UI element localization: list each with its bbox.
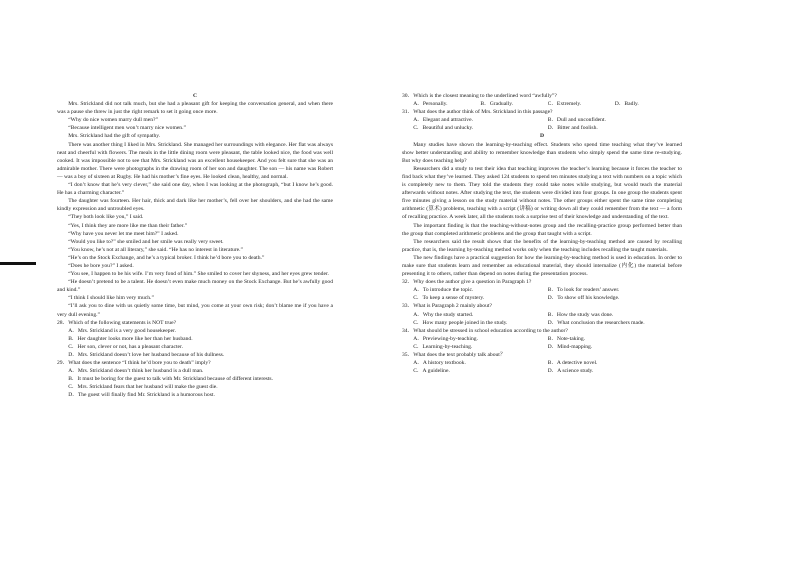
passage-paragraph: “They both look like you,” I said. [68, 214, 144, 221]
question-item [402, 327, 682, 351]
answer-option: D．What conclusion the researchers made. [547, 319, 645, 326]
question-item [402, 278, 682, 302]
answer-options [402, 100, 682, 108]
passage-paragraph: Mrs. Strickland did not talk much, but she had a pleasant gift for keeping the conversation general, and when there was a pause she threw in just the right remark to set it going once more. [57, 101, 333, 116]
answer-option: C．Learning-by-teaching. [413, 343, 473, 350]
answer-option: D．The guest will finally find Mr. Strickland is a humorous host. [68, 392, 215, 399]
answer-option: D．Mind-mapping. [547, 343, 593, 350]
passage-paragraph: The new findings have a practical suggestion for how the learning-by-teaching method is used in education. In order to make sure that students learn and remember an educational material, they should internalize (内化) the material before presenting it to others, rather than depend on notes during the presentation process. [402, 254, 682, 278]
left-column [57, 92, 333, 400]
section-d-title: D [539, 133, 545, 140]
question-stem: 28．Which of the following statements is NOT true? [57, 319, 177, 326]
answer-option: A．Mrs. Strickland doesn’t think her husband is a dull man. [68, 368, 204, 375]
answer-options [402, 359, 682, 375]
passage-paragraph: “Yes, I think they are more like me than their father.” [68, 222, 188, 229]
passage-paragraph: “Why have you never let me meet him?” I asked. [68, 230, 179, 237]
passage-paragraph: “I don’t know that he’s very clever,” she said one day, when I was looking at the photograph, “but I know he’s good. He has a charming character.” [57, 182, 333, 197]
passage-paragraph: The important finding is that the teaching-without-notes group and the recalling-practice group performed better than the group that completed arithmetic problems and the group that taught with a script. [402, 222, 682, 237]
question-stem: 31．What does the author think of Mrs. Strickland in this passage? [402, 109, 553, 116]
answer-option: B．It must be boring for the guest to talk with Mr. Strickland because of different interests. [68, 376, 273, 383]
passage-paragraph: “You see, I happen to be his wife. I’m very fond of him.” She smiled to cover her shyness, and her eyes grew tender. [68, 271, 329, 278]
section-c-title: C [192, 93, 198, 99]
question-item [57, 319, 333, 359]
passage-paragraph: “He’s on the Stock Exchange, and he’s a typical broker. I think he’d bore you to death.” [68, 254, 265, 261]
answer-option: B．Dull and unconfident. [547, 117, 606, 124]
question-stem: 35．What does the text probably talk about？ [402, 352, 506, 358]
answer-option: D．Bitter and foolish. [547, 125, 598, 132]
question-item [402, 351, 682, 375]
answer-option: C．Extremely. [547, 101, 582, 108]
answer-option: B．Her daughter looks more like her than her husband. [68, 335, 193, 342]
answer-option: A．To introduce the topic. [413, 287, 474, 294]
question-stem: 29．What does the sentence “I think he’d bore you to death” imply? [57, 360, 211, 367]
answer-option: D．To show off his knowledge. [547, 295, 620, 302]
passage-paragraph: “Would you like to?” she smiled and her smile was really very sweet. [68, 238, 224, 245]
answer-option: C．A guideline. [413, 368, 450, 375]
passage-paragraph: Many studies have shown the learning-by-teaching effect. Students who spend time teaching what they’ve learned show better understanding and ability to remember knowledge than students who simply spend the same time re-studying. But why does teaching help? [402, 141, 682, 164]
page-margin-bar [0, 262, 36, 265]
passage-paragraph: “Why do nice women marry dull men?” [68, 117, 158, 124]
section-c-questions-continued [402, 92, 682, 132]
answer-option: C．Her son, clever or not, has a pleasant character. [68, 343, 183, 350]
answer-option: C．Beautiful and unlucky. [413, 125, 474, 132]
answer-options [57, 367, 333, 399]
passage-paragraph: There was another thing I liked in Mrs. Strickland. She managed her surroundings with elegance. Her flat was always neat and cheerful with flowers. The meals in the little dining room were pleasant, the table looked nice, the food was well cooked. It was impossible not to see that Mrs. Strickland was an excellent housekeeper. And you felt sure that she was an admirable mother. There were photographs in the drawing room of her son and daughter. The son — his name was Robert — was a boy of sixteen at Rugby. He had his mother’s fine eyes. He looked clean, healthy, and normal. [57, 141, 333, 180]
right-column [402, 92, 682, 375]
answer-option: A．Previewing-by-teaching. [413, 335, 478, 342]
answer-option: A．Mrs. Strickland is a very good housekeeper. [68, 327, 177, 334]
question-stem: 30．Which is the closest meaning to the underlined word “awfully”? [402, 93, 557, 99]
passage-paragraph: Researchers did a study to test their idea that teaching improves the teacher’s learning because it forces the teacher to find back what they’ve learned. They asked 124 students to spend ten minutes studying a text with numbers on a topic which is completely new to them. They told the students they could take notes while studying, but would teach the material afterwards without notes. After studying the text, the students were divided into four groups. In one group the students spent five minutes giving a lesson on the study material without notes. The other groups either spent the same time completing arithmetic (算术) problems, teaching with a script (讲稿) or writing down all they could remember from the text — a form of recalling practice. A week later, all the students took a surprise test of their knowledge and understanding of the text. [402, 165, 682, 221]
answer-option: D．Mrs. Strickland doesn’t love her husband because of his dullness. [68, 352, 225, 358]
passage-paragraph: The daughter was fourteen. Her hair, thick and dark like her mother’s, fell over her shoulders, and she had the same kindly expression and untroubled eyes. [57, 198, 333, 213]
answer-option: C．How many people joined in the study. [413, 319, 508, 326]
answer-option: D．A science study. [547, 368, 594, 375]
question-stem: 34．What should be stressed in school education according to the author? [402, 327, 568, 334]
answer-option: C．Mrs. Strickland fears that her husband will make the guest die. [68, 384, 218, 391]
section-d-questions [402, 278, 682, 375]
passage-paragraph: The researchers said the result shows that the benefits of the learning-by-teaching method are caused by recalling practice, that is, the learning by-teaching method works only when the teaching includes recalling the taught materials. [402, 238, 682, 253]
answer-option: B．How the study was done. [547, 311, 614, 318]
section-c-passage [57, 100, 333, 319]
answer-option: C．To keep a sense of mystery. [413, 295, 485, 302]
question-stem: 32．Why does the author give a question in Paragraph 1? [402, 279, 532, 286]
passage-paragraph: “I think I should like him very much.” [68, 295, 154, 302]
passage-paragraph: “Because intelligent men won’t marry nice women.” [68, 125, 186, 132]
answer-option: B．Note-taking. [547, 335, 586, 342]
question-item [402, 92, 682, 108]
answer-option: A．Why the study started. [413, 311, 474, 318]
answer-options [402, 286, 682, 302]
answer-options [57, 327, 333, 359]
answer-option: B．To look for readers’ answer. [547, 287, 620, 294]
section-d-passage [402, 141, 682, 279]
answer-option: D．Badly. [614, 101, 639, 108]
passage-paragraph: “Does he bore you?” I asked. [68, 262, 134, 269]
answer-option: A．Personally. [413, 101, 448, 108]
passage-paragraph: Mrs. Strickland had the gift of sympathy. [68, 133, 161, 140]
answer-option: B．A detective novel. [547, 360, 598, 367]
section-c-questions [57, 319, 333, 400]
answer-option: A．A history textbook. [413, 360, 466, 367]
passage-paragraph: “I’ll ask you to dine with us quietly some time, but mind, you come at your own risk; don’t blame me if you have a very dull evening.” [57, 303, 333, 318]
answer-options [402, 116, 682, 132]
answer-options [402, 335, 682, 351]
question-item [57, 359, 333, 399]
question-item [402, 302, 682, 326]
answer-options [402, 311, 682, 327]
passage-paragraph: “He doesn’t pretend to be a talent. He doesn’t even make much money on the Stock Exchange. But he’s awfully good and kind.” [57, 279, 333, 294]
question-stem: 33．What is Paragraph 2 mainly about? [402, 303, 492, 310]
answer-option: B．Gradually. [480, 101, 514, 108]
question-item [402, 108, 682, 132]
answer-option: A．Elegant and attractive. [413, 117, 473, 124]
passage-paragraph: “You know, he’s not at all literary,” she said. “He has no interest in literature.” [68, 246, 244, 253]
